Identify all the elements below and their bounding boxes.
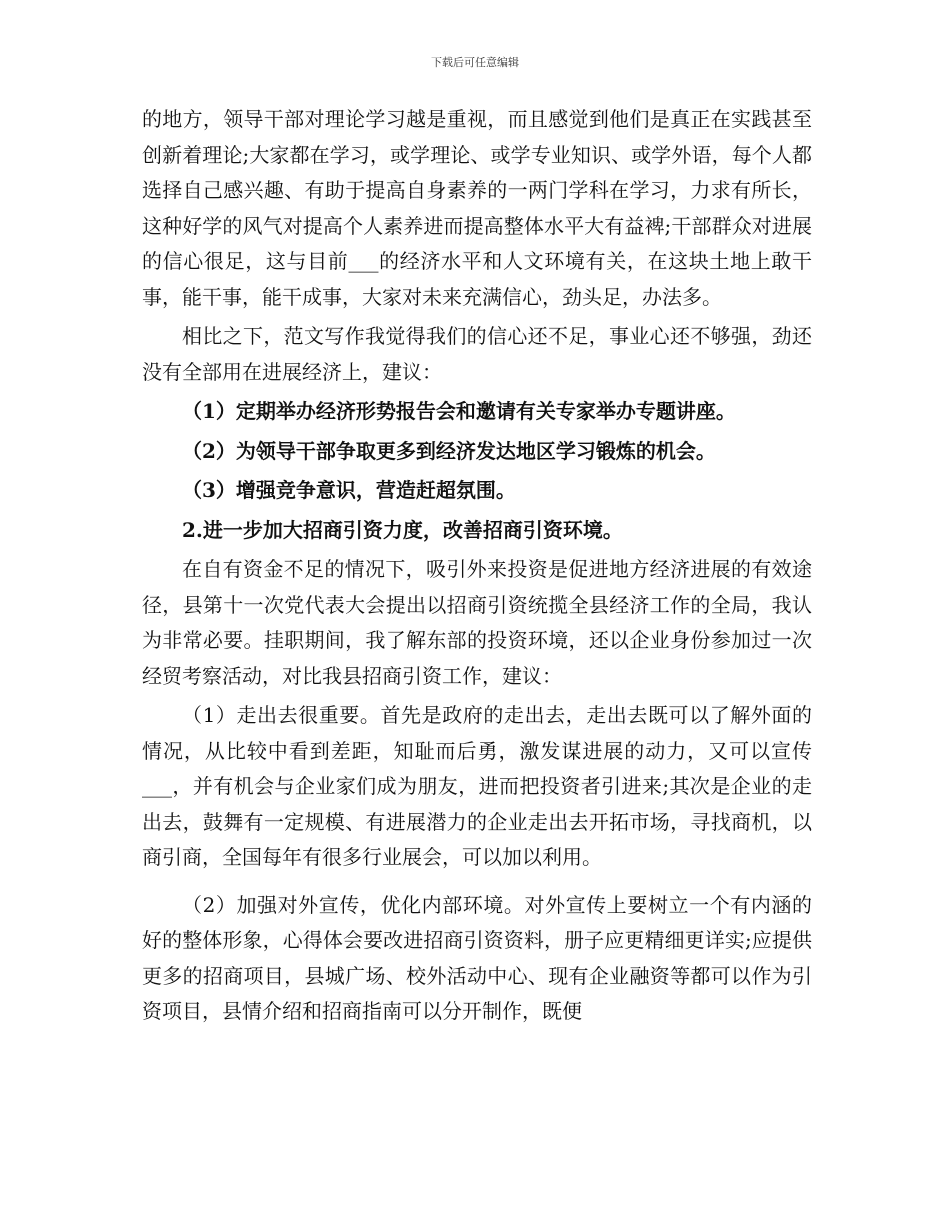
paragraph-2: 相比之下，范文写作我觉得我们的信心还不足，事业心还不够强，劲还没有全部用在进展经济上，建议： — [142, 324, 812, 384]
suggestion-item-3: （3）增强竞争意识，营造赶超氛围。 — [182, 478, 516, 502]
paragraph-5: （2）加强对外宣传，优化内部环境。对外宣传上要树立一个有内涵的好的整体形象，心得体会要改进招商引资资料，册子应更精细更详实;应提供更多的招商项目，县城广场、校外活动中心、现有企业融资等都可以作为引资项目，县情介绍和招商指南可以分开制作，既便 — [142, 892, 812, 1023]
section-heading-2: 2.进一步加大招商引资力度，改善招商引资环境。 — [182, 517, 623, 542]
paragraph-3: 在自有资金不足的情况下，吸引外来投资是促进地方经济进展的有效途径，县第十一次党代表大会提出以招商引资统揽全县经济工作的全局，我认为非常必要。挂职期间，我了解东部的投资环境，还以企业身份参加过一次经贸考察活动，对比我县招商引资工作，建议： — [142, 557, 812, 688]
suggestion-item-1: （1）定期举办经济形势报告会和邀请有关专家举办专题讲座。 — [182, 399, 736, 423]
suggestion-item-2: （2）为领导干部争取更多到经济发达地区学习锻炼的机会。 — [182, 438, 716, 463]
document-body — [142, 102, 812, 1030]
paragraph-4: （1）走出去很重要。首先是政府的走出去，走出去既可以了解外面的情况，从比较中看到差距，知耻而后勇，激发谋进展的动力，又可以宣传___，并有机会与企业家们成为朋友，进而把投资者引进来;其次是企业的走出去，鼓舞有一定规模、有进展潜力的企业走出去开拓市场，寻找商机，以商引商，全国每年有很多行业展会，可以加以利用。 — [142, 703, 812, 869]
page-header: 下载后可任意编辑 — [431, 56, 519, 69]
paragraph-1: 的地方，领导干部对理论学习越是重视，而且感觉到他们是真正在实践甚至创新着理论;大家都在学习，或学理论、或学专业知识、或学外语，每个人都选择自己感兴趣、有助于提高自身素养的一两门学科在学习，力求有所长，这种好学的风气对提高个人素养进而提高整体水平大有益裨;干部群众对进展的信心很足，这与目前___的经济水平和人文环境有关，在这块土地上敢干事，能干事，能干成事，大家对未来充满信心，劲头足，办法多。 — [142, 107, 812, 309]
